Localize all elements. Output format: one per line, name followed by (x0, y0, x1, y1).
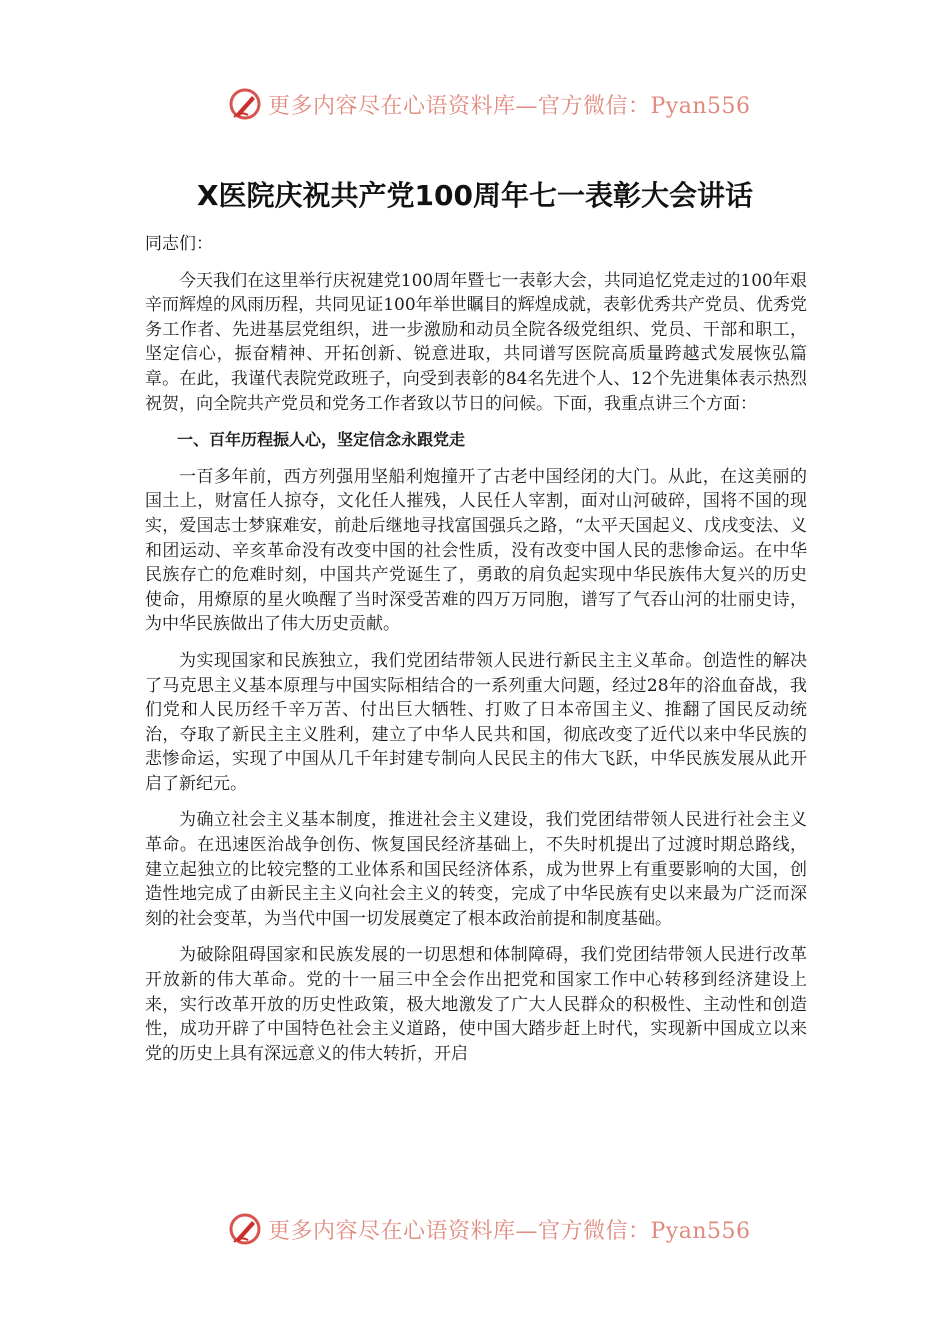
paragraph-intro: 今天我们在这里举行庆祝建党100周年暨七一表彰大会，共同追忆党走过的100年艰辛而辉煌的风雨历程，共同见证100年举世瞩目的辉煌成就，表彰优秀共产党员、优秀党务工作者、先进基层党组织，进一步激励和动员全院各级党组织、党员、干部和职工，坚定信心，振奋精神、开拓创新、锐意进取，共同谱写医院高质量跨越式发展恢弘篇章。在此，我谨代表院党政班子，向受到表彰的84名先进个人、12个先进集体表示热烈祝贺，向全院共产党员和党务工作者致以节日的问候。下面，我重点讲三个方面： (145, 270, 807, 414)
pen-logo-icon (228, 87, 262, 121)
watermark-text: 更多内容尽在心语资料库—官方微信：Pyan556 (268, 1218, 751, 1244)
watermark-top (228, 84, 751, 124)
watermark-bottom (228, 1209, 751, 1249)
paragraph: 一百多年前，西方列强用坚船利炮撞开了古老中国经闭的大门。从此，在这美丽的国土上，财富任人掠夺，文化任人摧残，人民任人宰割，面对山河破碎，国将不国的现实，爱国志士梦寐难安，前赴后继地寻找富国强兵之路，“太平天国起义、戊戌变法、义和团运动、辛亥革命没有改变中国的社会性质，没有改变中国人民的悲惨命运。在中华民族存亡的危难时刻，中国共产党诞生了，勇敢的肩负起实现中华民族伟大复兴的历史使命，用燎原的星火唤醒了当时深受苦难的四万万同胞，谱写了气吞山河的壮丽史诗，为中华民族做出了伟大历史贡献。 (145, 466, 807, 635)
document-title: X医院庆祝共产党100周年七一表彰大会讲话 (196, 179, 754, 212)
section-heading: 一、百年历程振人心，坚定信念永跟党走 (177, 430, 466, 450)
paragraph: 为破除阻碍国家和民族发展的一切思想和体制障碍，我们党团结带领人民进行改革开放新的伟大革命。党的十一届三中全会作出把党和国家工作中心转移到经济建设上来，实行改革开放的历史性政策，极大地激发了广大人民群众的积极性、主动性和创造性，成功开辟了中国特色社会主义道路，使中国大踏步赶上时代，实现新中国成立以来党的历史上具有深远意义的伟大转折，开启 (145, 945, 807, 1064)
greeting: 同志们： (145, 234, 213, 254)
paragraph: 为实现国家和民族独立，我们党团结带领人民进行新民主主义革命。创造性的解决了马克思主义基本原理与中国实际相结合的一系列重大问题，经过28年的浴血奋战，我们党和人民历经千辛万苦、付出巨大牺牲、打败了日本帝国主义、推翻了国民反动统治，夺取了新民主主义胜利，建立了中华人民共和国，彻底改变了近代以来中华民族的悲惨命运，实现了中国从几千年封建专制向人民民主的伟大飞跃，中华民族发展从此开启了新纪元。 (145, 650, 807, 794)
document-body (145, 232, 807, 1078)
paragraph: 为确立社会主义基本制度，推进社会主义建设，我们党团结带领人民进行社会主义革命。在迅速医治战争创伤、恢复国民经济基础上，不失时机提出了过渡时期总路线，建立起独立的比较完整的工业体系和国民经济体系，成为世界上有重要影响的大国，创造性地完成了由新民主主义向社会主义的转变，完成了中华民族有史以来最为广泛而深刻的社会变革，为当代中国一切发展奠定了根本政治前提和制度基础。 (145, 810, 807, 929)
watermark-text: 更多内容尽在心语资料库—官方微信：Pyan556 (268, 93, 751, 119)
pen-logo-icon (228, 1212, 262, 1246)
